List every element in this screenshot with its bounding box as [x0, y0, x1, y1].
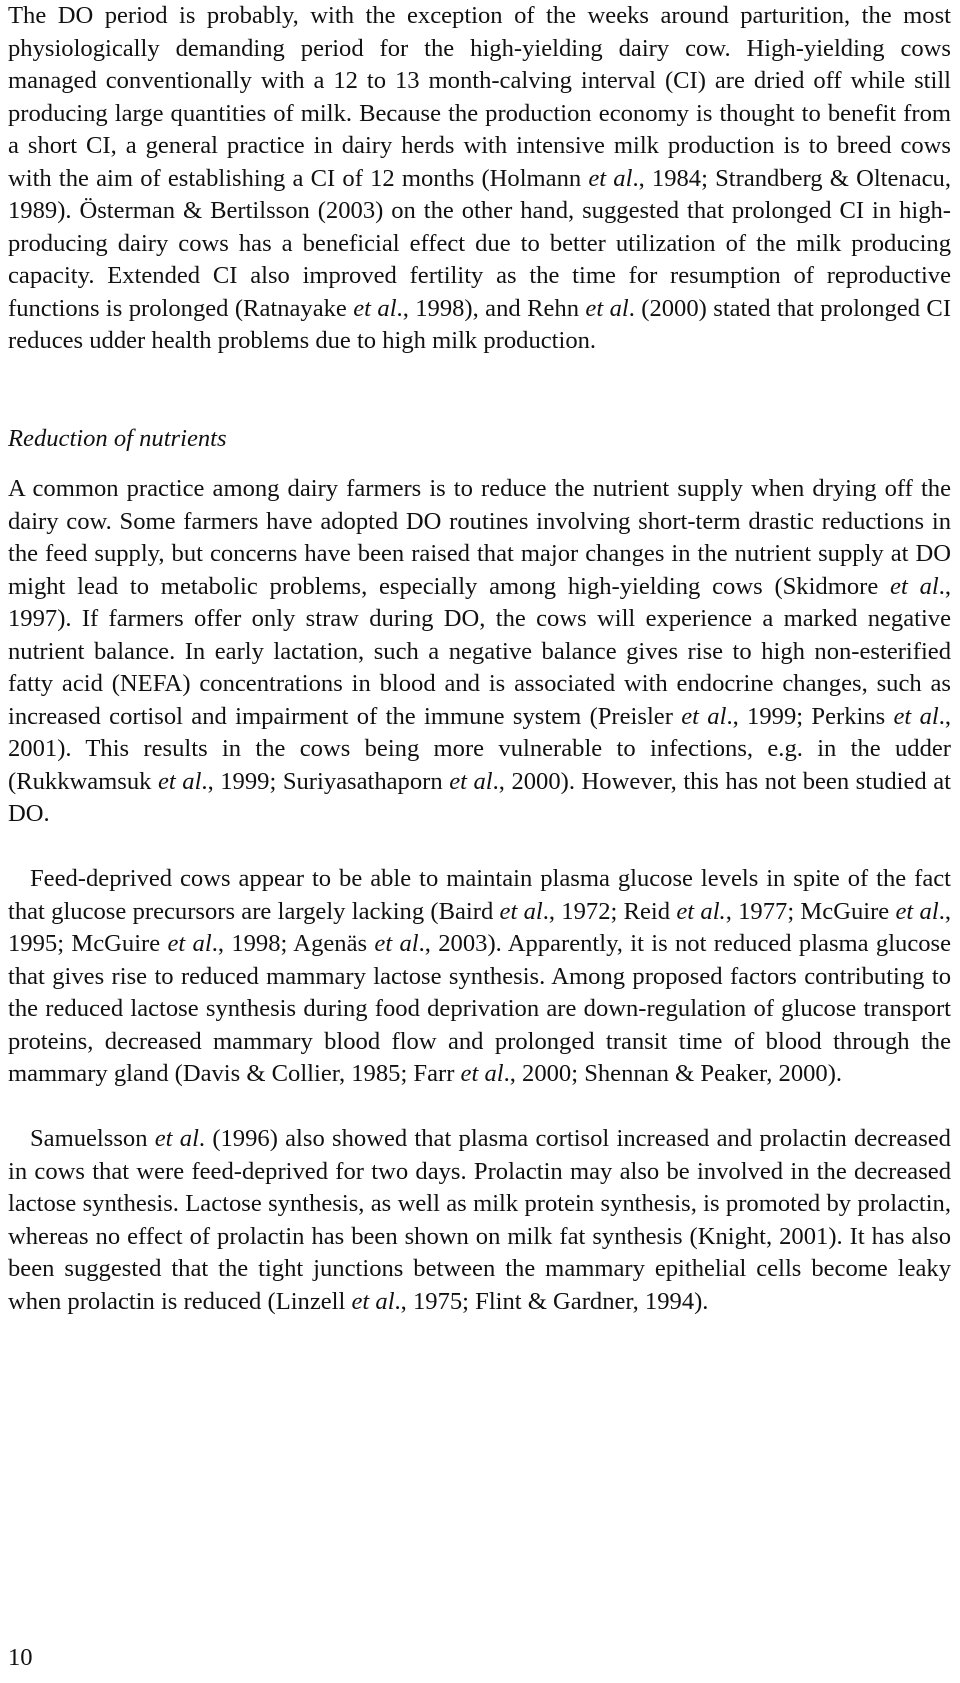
citation-etal: et al [895, 897, 939, 925]
text-run: . (1996) also showed that plasma cortisol increased and prolactin decreased in cows that were feed-deprived for two days. Prolactin may also be involved in the decreased lactose synthesis. Lactose synthesis, as well as milk protein synthesis, is promoted by prolactin, whereas no effect of prolactin has been shown on milk fat synthesis (Knight, 2001). It has also been suggested that the tight junctions between the mammary epithelial cells become leaky when prolactin is reduced (Linzell [8, 1125, 951, 1315]
text-run: ., 2001). This results in the cows being more vulnerable to infections, e.g. in the udder (Rukkwamsuk [8, 702, 952, 795]
citation-etal: et al [351, 1287, 395, 1315]
text-run: ., 1995; McGuire [8, 897, 951, 957]
citation-etal: et al [588, 164, 633, 192]
text-run: Feed-deprived cows appear to be able to maintain plasma glucose levels in spite of the fact that glucose precursors are largely lacking (Baird [8, 865, 951, 925]
text-run: The DO period is probably, with the exception of the weeks around parturition, the most physiologically demanding period for the high-yielding dairy cow. High-yielding cows managed conventionally with a 12 to 13 month-calving interval (CI) are dried off while still producing large quantities of milk. Because the production economy is thought to benefit from a short CI, a general practice in dairy herds with intensive milk production is to breed cows with the aim of establishing a CI of 12 months (Holmann [8, 2, 951, 192]
section-spacer [8, 358, 951, 423]
citation-etal: et al [158, 767, 202, 795]
citation-etal: et al [499, 897, 543, 925]
paragraph-feed-deprivation [8, 863, 951, 1091]
page-number: 10 [8, 1644, 33, 1671]
paragraph-spacer [8, 1091, 951, 1124]
text-run: ., 1997). If farmers offer only straw during DO, the cows will experience a marked negative nutrient balance. In early lactation, such a negative balance gives rise to high non-esterified fatty acid (NEFA) concentrations in blood and is associated with endocrine changes, such as increased cortisol and impairment of the immune system (Preisler [8, 572, 951, 730]
text-run: , 1977; McGuire [725, 897, 896, 925]
text-run: ., 1998; Agenäs [211, 930, 375, 957]
text-run: ., 1999; Perkins [726, 702, 894, 730]
citation-etal: et al. [676, 897, 726, 925]
citation-etal: et al [353, 294, 397, 322]
heading-spacer [8, 455, 951, 473]
text-run: ., 1975; Flint & Gardner, 1994). [394, 1287, 709, 1315]
text-run: ., 1998), and Rehn [396, 294, 586, 322]
text-run: A common practice among dairy farmers is to reduce the nutrient supply when drying off the dairy cow. Some farmers have adopted DO routines involving short-term drastic reductions in the feed supply, but concerns have been raised that major changes in the nutrient supply at DO might lead to metabolic problems, especially among high-yielding cows (Skidmore [8, 475, 951, 600]
paragraph-calving-interval [8, 0, 951, 358]
text-run: ., 2003). Apparently, it is not reduced plasma glucose that gives rise to reduced mammary lactose synthesis. Among proposed factors contributing to the reduced lactose synthesis during food deprivation are down-regulation of glucose transport proteins, decreased mammary blood flow and prolonged transit time of blood through the mammary gland (Davis & Collier, 1985; Farr [8, 930, 952, 1087]
page-content [8, 0, 951, 1318]
text-run: ., 2000). However, this has not been studied at DO. [8, 767, 951, 827]
text-run: ., 1999; Suriyasathaporn [201, 767, 450, 795]
text-run: ., 1972; Reid [542, 897, 677, 925]
paragraph-prolactin [8, 1123, 951, 1318]
citation-etal: et al [893, 702, 939, 730]
section-heading: Reduction of nutrients [8, 424, 227, 452]
paragraph-spacer [8, 831, 951, 864]
citation-etal: et al [890, 572, 939, 600]
citation-etal: et al [681, 702, 727, 730]
citation-etal: et al [167, 930, 212, 957]
citation-etal: et al [374, 930, 419, 957]
text-run: ., 2000; Shennan & Peaker, 2000). [503, 1060, 843, 1087]
paragraph-nutrient-reduction [8, 473, 951, 831]
citation-etal: et al [460, 1060, 504, 1087]
text-run: . (2000) stated that prolonged CI reduces udder health problems due to high milk production. [8, 294, 952, 354]
text-run: ., 1984; Strandberg & Oltenacu, 1989). Österman & Bertilsson (2003) on the other hand, suggested that prolonged CI in high-producing dairy cows has a beneficial effect due to better utilization of the milk producing capacity. Extended CI also improved fertility as the time for resumption of reproductive functions is prolonged (Ratnayake [8, 164, 951, 322]
citation-etal: et al [585, 294, 629, 322]
citation-etal: et al [449, 767, 493, 795]
citation-etal: et al [154, 1125, 199, 1152]
text-run: Samuelsson [30, 1125, 155, 1152]
